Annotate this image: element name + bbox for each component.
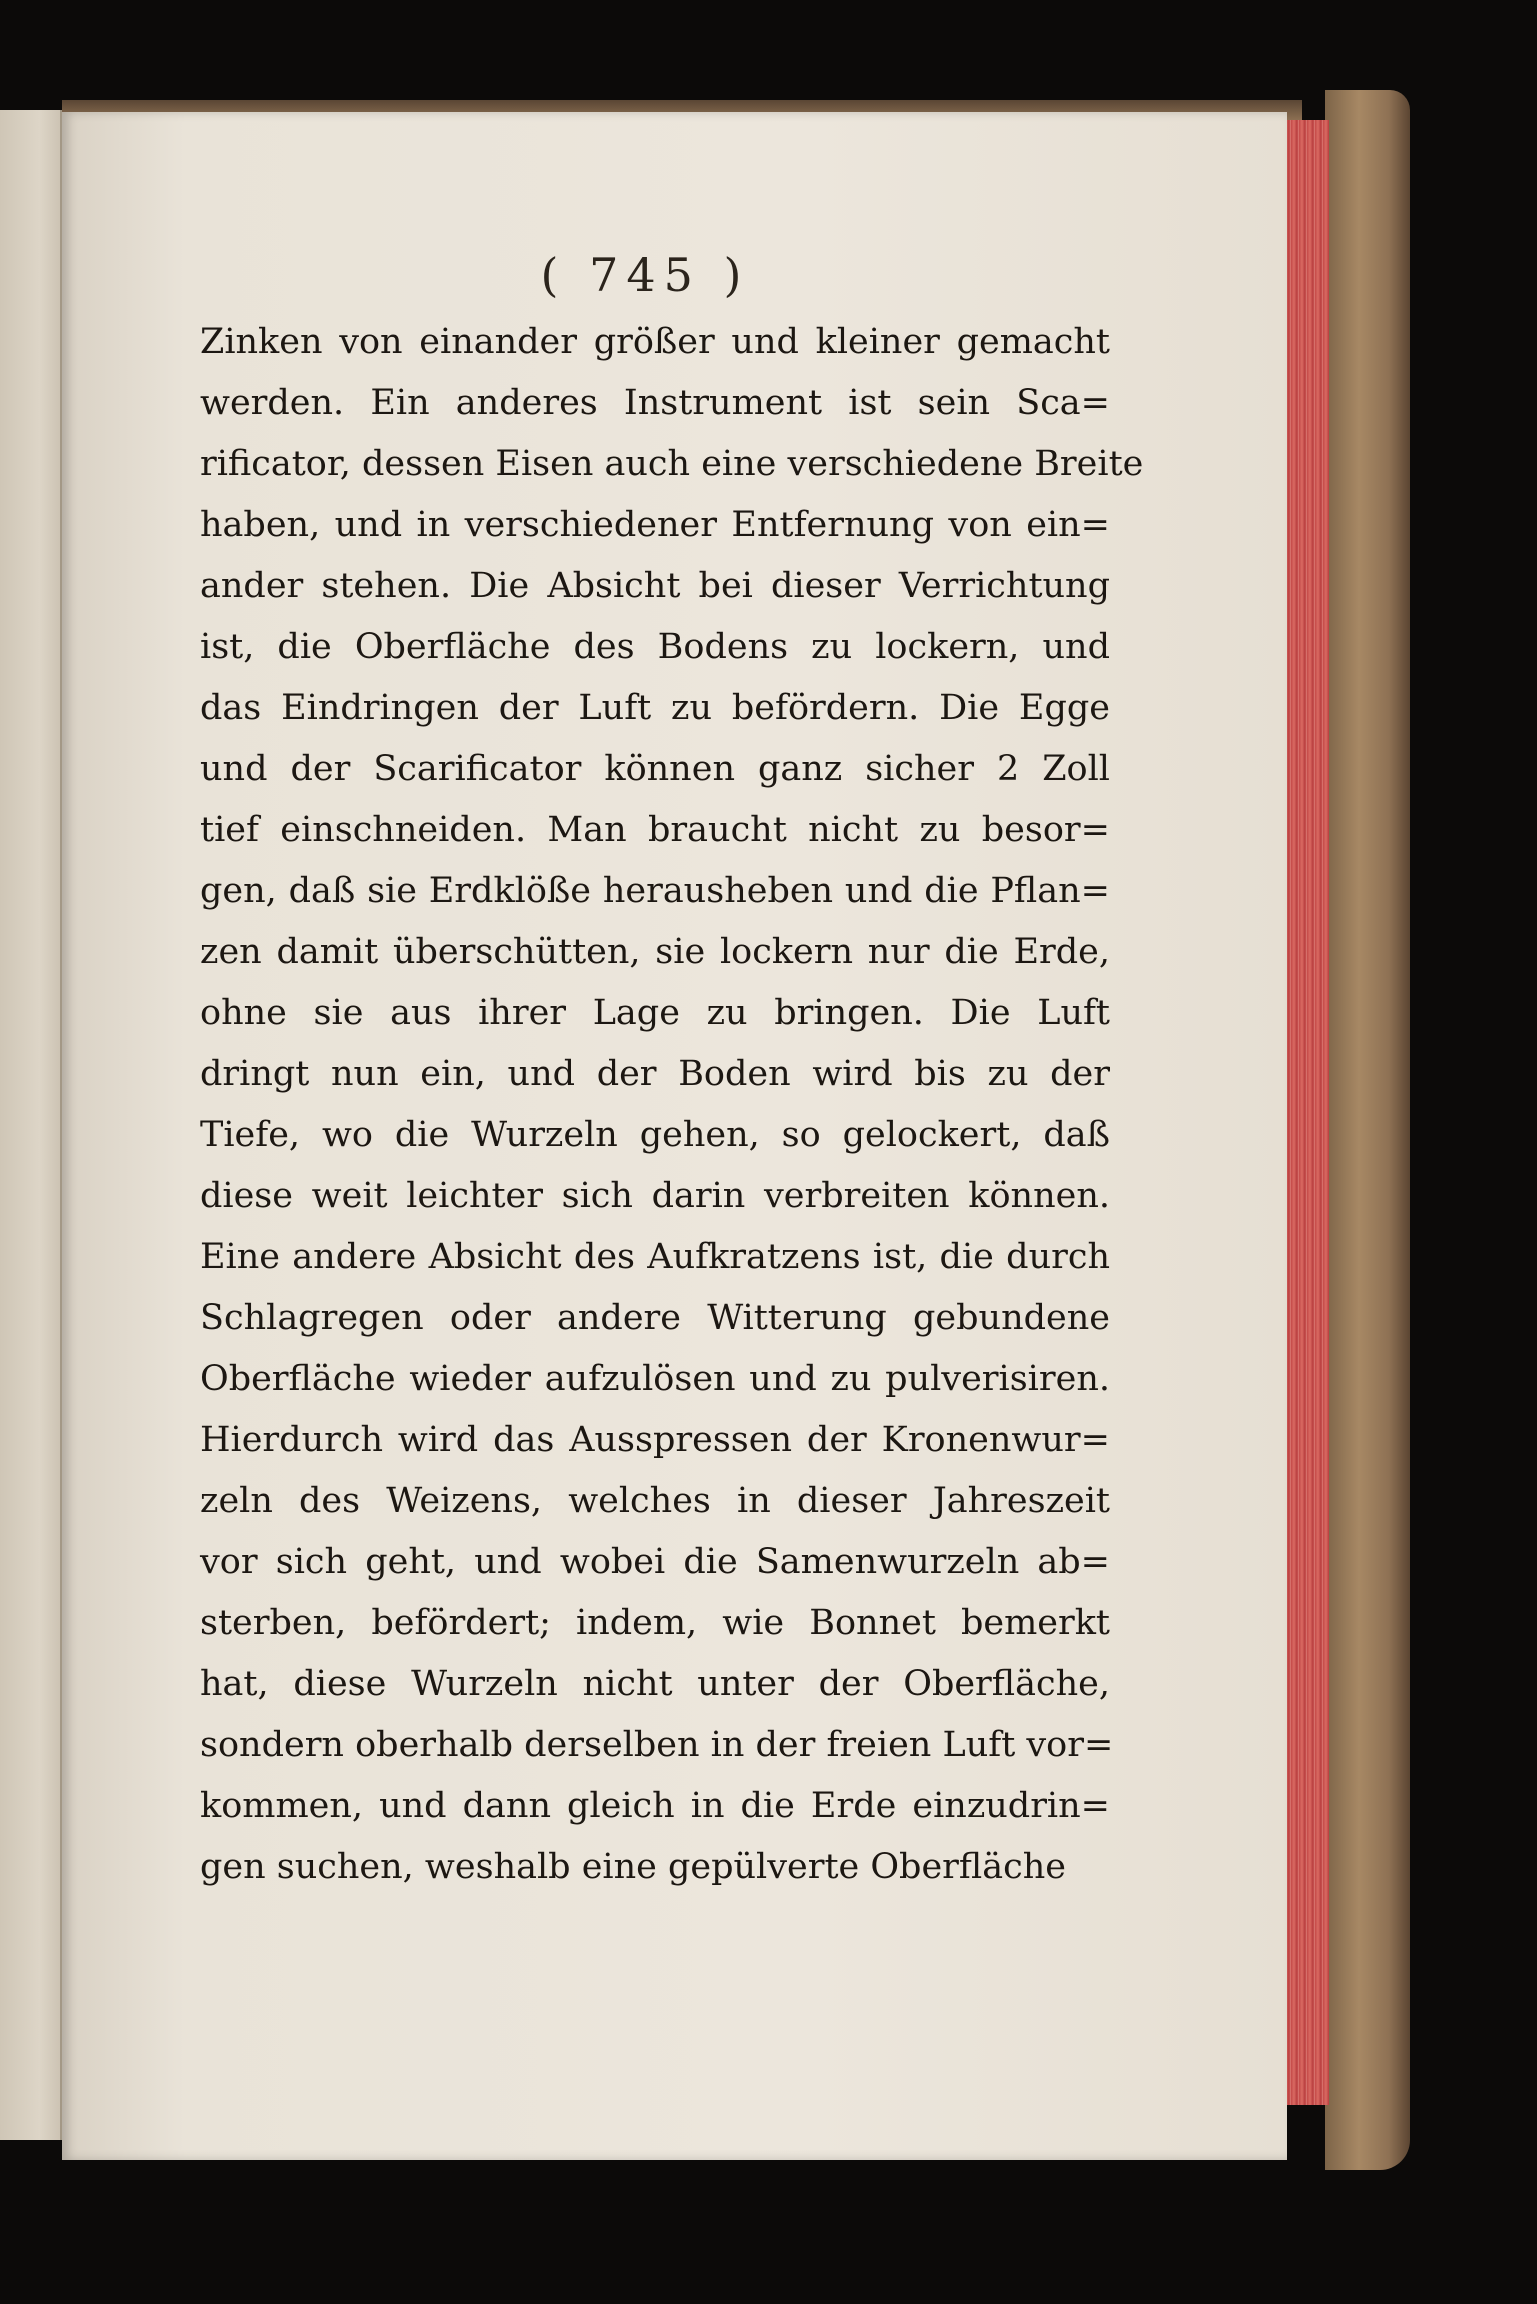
text-line: Eine andere Absicht des Aufkratzens ist, die durch (200, 1237, 1110, 1277)
text-line: dringt nun ein, und der Boden wird bis zu der (200, 1054, 1110, 1094)
text-line: hat, diese Wurzeln nicht unter der Oberfläche, (200, 1664, 1110, 1704)
text-line: tief einschneiden. Man braucht nicht zu besor= (200, 810, 1110, 850)
page-number: ( 745 ) (540, 248, 750, 302)
text-line: und der Scarificator können ganz sicher 2 Zoll (200, 749, 1110, 789)
text-line: Schlagregen oder andere Witterung gebundene (200, 1298, 1110, 1338)
text-line: Zinken von einander größer und kleiner gemacht (200, 322, 1110, 362)
text-line: Tiefe, wo die Wurzeln gehen, so gelockert, daß (200, 1115, 1110, 1155)
book-cover-edge (1325, 90, 1410, 2170)
text-line: zen damit überschütten, sie lockern nur die Erde, (200, 932, 1110, 972)
body-text (200, 312, 1144, 1898)
text-line: gen suchen, weshalb eine gepülverte Oberfläche (200, 1847, 1066, 1887)
text-line: das Eindringen der Luft zu befördern. Die Egge (200, 688, 1110, 728)
text-line: diese weit leichter sich darin verbreiten können. (200, 1176, 1110, 1216)
text-line: gen, daß sie Erdklöße herausheben und die Pflan= (200, 871, 1110, 911)
text-line: ohne sie aus ihrer Lage zu bringen. Die Luft (200, 993, 1110, 1033)
red-page-edges (1283, 120, 1329, 2105)
text-line: Oberfläche wieder aufzulösen und zu pulverisiren. (200, 1359, 1110, 1399)
text-line: ist, die Oberfläche des Bodens zu lockern, und (200, 627, 1110, 667)
text-line: sterben, befördert; indem, wie Bonnet bemerkt (200, 1603, 1110, 1643)
text-line: werden. Ein anderes Instrument ist sein Sca= (200, 383, 1110, 423)
text-line: ander stehen. Die Absicht bei dieser Verrichtung (200, 566, 1110, 606)
text-line: zeln des Weizens, welches in dieser Jahreszeit (200, 1481, 1110, 1521)
text-line: Hierdurch wird das Ausspressen der Kronenwur= (200, 1420, 1110, 1460)
text-line: vor sich geht, und wobei die Samenwurzeln ab= (200, 1542, 1110, 1582)
text-line: kommen, und dann gleich in die Erde einzudrin= (200, 1786, 1110, 1826)
text-line: haben, und in verschiedener Entfernung von ein= (200, 505, 1110, 545)
text-line: rificator, dessen Eisen auch eine verschiedene Breite (200, 444, 1144, 484)
text-line: sondern oberhalb derselben in der freien Luft vor= (200, 1725, 1114, 1765)
